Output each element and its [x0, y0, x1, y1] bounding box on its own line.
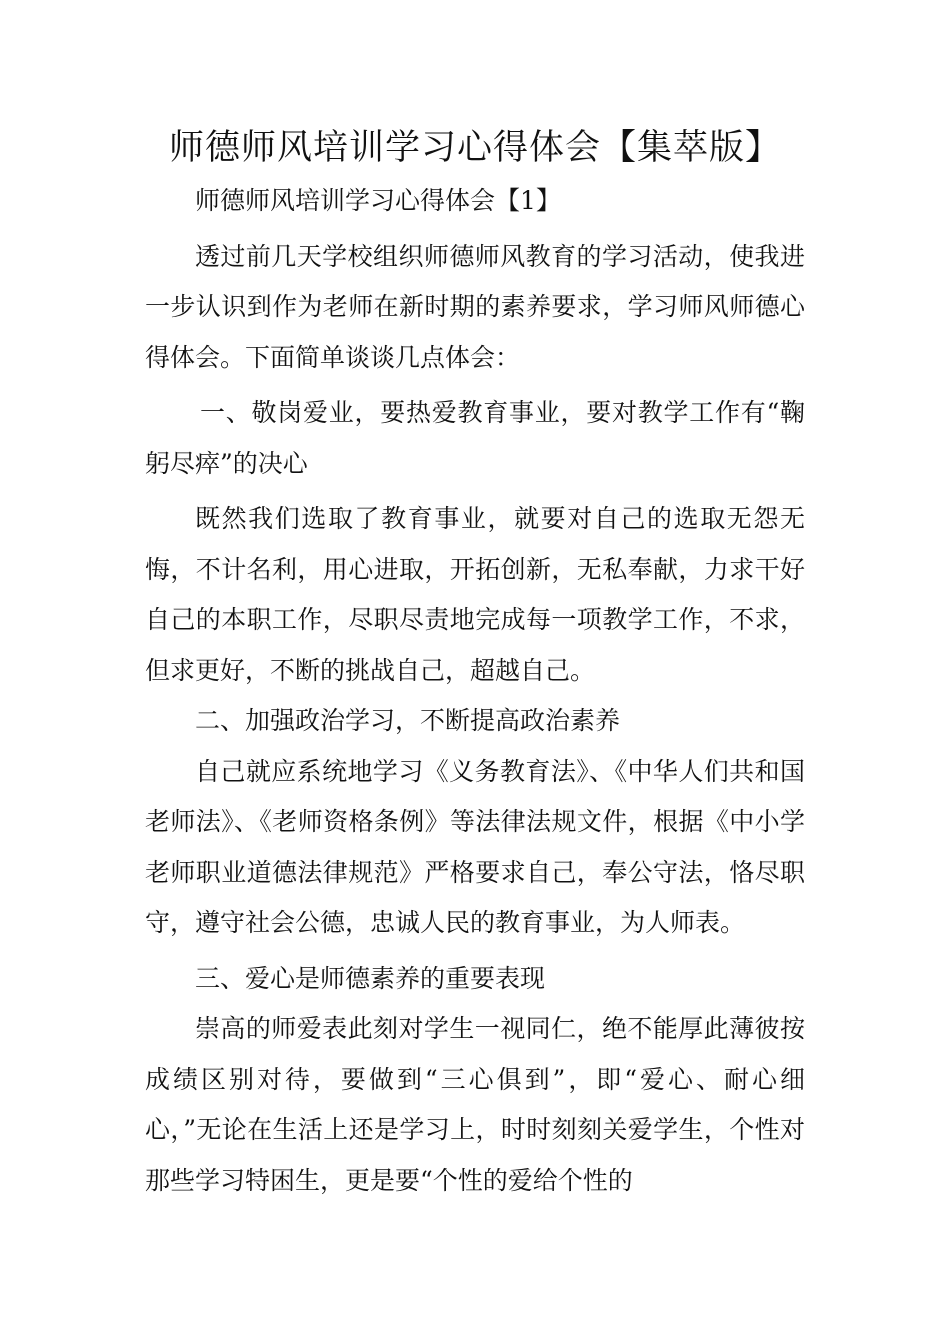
document-body [145, 176, 805, 1206]
paragraph-section-1: 既然我们选取了教育事业，就要对自己的选取无怨无悔，不计名利，用心进取，开拓创新，无私奉献，力求干好自己的本职工作，尽职尽责地完成每一项教学工作，不求，但求更好，不断的挑战自己，超越自己。 [145, 504, 805, 685]
paragraph-intro: 透过前几天学校组织师德师风教育的学习活动，使我进一步认识到作为老师在新时期的素养要求，学习师风师德心得体会。下面简单谈谈几点体会： [145, 241, 805, 372]
paragraph-subtitle: 师德师风培训学习心得体会【1】 [195, 186, 561, 215]
section-heading-1: 一、敬岗爱业，要热爱教育事业，要对教学工作有“鞠躬尽瘁”的决心 [145, 398, 805, 478]
section-heading-2: 二、加强政治学习，不断提高政治素养 [195, 706, 621, 735]
document-title: 师德师风培训学习心得体会【集萃版】 [168, 128, 781, 168]
section-heading-3: 三、爱心是师德素养的重要表现 [195, 963, 546, 993]
paragraph-section-2: 自己就应系统地学习《义务教育法》、《中华人们共和国老师法》、《老师资格条例》等法律法规文件，根据《中小学老师职业道德法律规范》严格要求自己，奉公守法，恪尽职守，遵守社会公德，忠诚人民的教育事业，为人师表。 [145, 756, 805, 937]
paragraph-section-3: 崇高的师爱表此刻对学生一视同仁，绝不能厚此薄彼按成绩区别对待，要做到“三心俱到”，即“爱心、耐心细心，”无论在生活上还是学习上，时时刻刻关爱学生，个性对那些学习特困生，更是要“个性的爱给个性的 [145, 1014, 805, 1195]
